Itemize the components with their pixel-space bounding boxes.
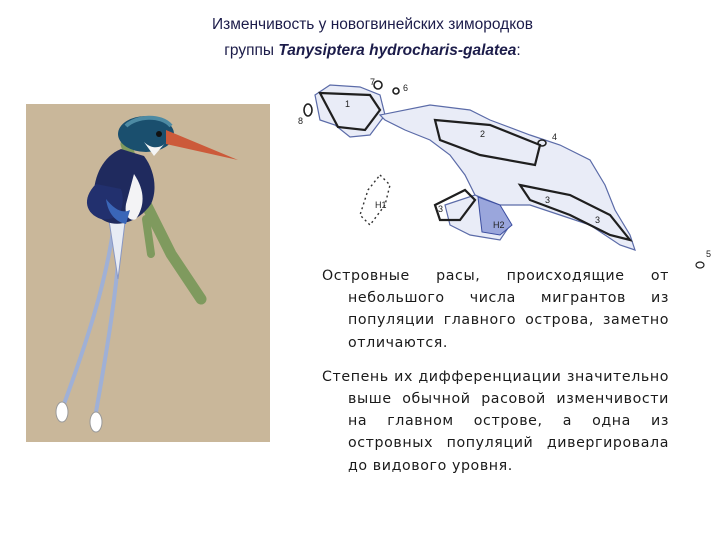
map-label-3-east: 3 <box>545 195 551 205</box>
species-name: Tanysiptera hydrocharis-galatea <box>278 42 517 59</box>
title-line-1: Изменчивость у новогвинейских зимородков <box>211 16 534 33</box>
bird-eye <box>156 131 162 137</box>
title-line-2-suffix: : <box>516 42 521 59</box>
paragraph-1: Островные расы, происходящие от небольшого числа мигрантов из популяции главного острова, заметно отличаются. <box>322 268 669 351</box>
map-label-h2: H2 <box>493 220 505 230</box>
map-label-8: 8 <box>298 116 304 126</box>
kingfisher-illustration <box>26 104 270 442</box>
island-8 <box>304 104 312 116</box>
map-label-3-tip: 3 <box>595 215 601 225</box>
slide-title <box>0 12 720 64</box>
map-label-2: 2 <box>480 129 486 139</box>
map-label-7: 7 <box>370 77 376 87</box>
map-label-6: 6 <box>403 83 409 93</box>
new-guinea-range-map <box>290 75 720 290</box>
map-label-1: 1 <box>345 99 351 109</box>
body-text <box>322 265 669 489</box>
tail-tip-right <box>90 412 102 432</box>
island-7 <box>374 81 382 89</box>
bird-beak <box>166 130 238 160</box>
title-line-2 <box>0 38 720 64</box>
map-label-4: 4 <box>552 132 558 142</box>
paragraph-2: Степень их дифференциации значительно выше обычной расовой изменчивости на главном острове, а одна из островных популяций дивергировала до видового уровня. <box>322 368 669 474</box>
branch-twig <box>146 219 151 254</box>
range-map <box>290 75 720 290</box>
title-line-2-prefix: группы <box>224 42 279 59</box>
kingfisher-drawing <box>26 104 270 442</box>
map-label-5: 5 <box>706 249 712 259</box>
island-6 <box>393 88 399 94</box>
island-5 <box>696 262 704 268</box>
tail-tip-left <box>56 402 68 422</box>
map-label-h1: H1 <box>375 200 387 210</box>
tail-feather-left <box>64 224 114 404</box>
map-label-3-west: 3 <box>438 204 444 214</box>
